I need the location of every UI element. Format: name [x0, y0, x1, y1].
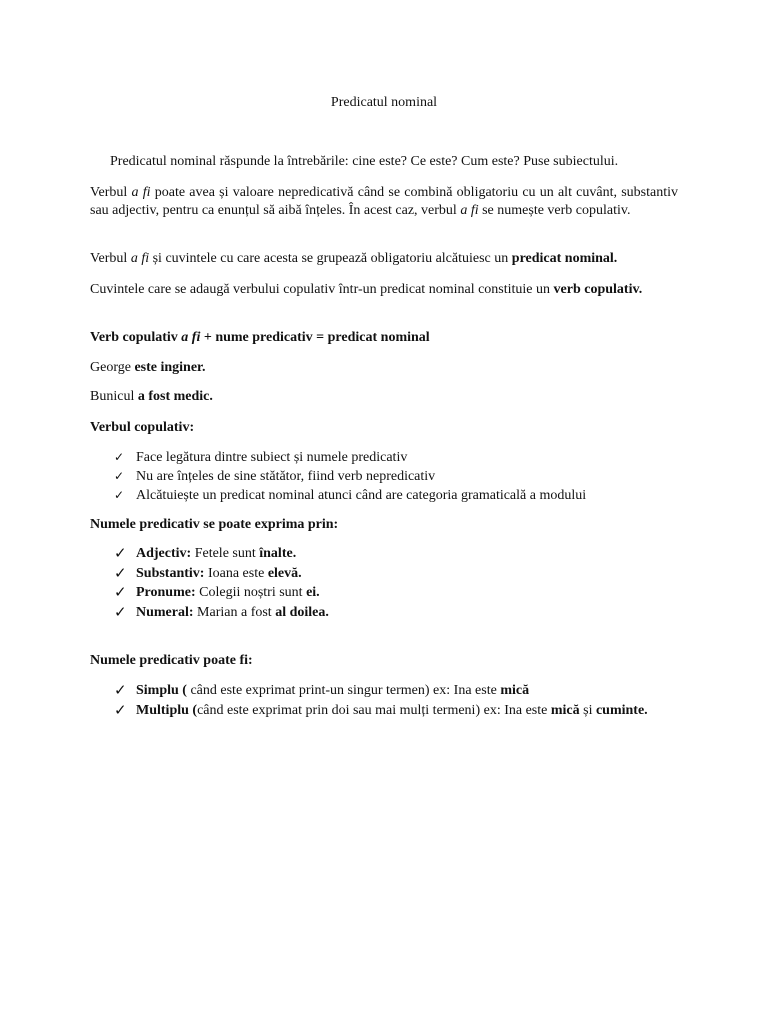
list-item-text: Alcătuiește un predicat nominal atunci când are categoria gramaticală a modului: [136, 488, 587, 503]
page-title: Predicatul nominal: [330, 95, 438, 110]
list-item: [90, 701, 678, 721]
bold-term: verb copulativ.: [553, 282, 643, 297]
checkmark-icon: ✓: [114, 681, 127, 699]
list-item-bold: mică: [550, 702, 580, 718]
list-item-text: Colegii noștri sunt: [195, 585, 307, 600]
list-item-text: Fetele sunt: [191, 546, 260, 561]
term-a-fi: a fi: [181, 330, 201, 345]
example-george: [90, 359, 678, 377]
checklist-exprimare: [90, 544, 678, 622]
term-a-fi: a fi: [130, 251, 150, 266]
example-subject: George: [90, 360, 135, 375]
example-predicate: a fost medic.: [137, 389, 213, 404]
checkmark-icon: ✓: [114, 583, 127, 601]
example-bunicul: [90, 388, 678, 406]
checkmark-icon: ✓: [114, 563, 127, 582]
section-heading-tipuri: Numele predicativ poate fi:: [90, 653, 253, 668]
bold-term: predicat nominal.: [511, 251, 618, 266]
paragraph-predicate-definition: [90, 250, 678, 268]
list-item: [90, 681, 678, 701]
term-a-fi: a fi: [460, 203, 479, 218]
text-run: și cuvintele cu care acesta se grupează obligatoriu alcătuiesc un: [149, 251, 512, 266]
formula-line: [90, 329, 678, 347]
example-predicate: este inginer.: [134, 360, 206, 375]
section-heading-verb-copulativ: Verbul copulativ:: [90, 420, 195, 435]
checklist-tipuri: [90, 681, 678, 720]
text-run: + nume predicativ = predicat nominal: [200, 330, 430, 345]
list-item: [90, 544, 678, 564]
list-item: [90, 603, 678, 623]
term-a-fi: a fi: [131, 185, 151, 200]
list-item-label: Pronume:: [136, 585, 196, 600]
list-item-bold: al doilea.: [275, 604, 329, 620]
checklist-verb-copulativ: [90, 448, 678, 505]
intro-paragraph: Predicatul nominal răspunde la întrebările: cine este? Ce este? Cum este? Puse subiectului.: [110, 154, 619, 169]
list-item: [90, 448, 678, 467]
list-item-label: Multiplu (: [136, 702, 198, 718]
checkmark-icon: ✓: [114, 700, 127, 719]
paragraph-copulative: [90, 281, 678, 299]
list-item-bold: mică: [500, 683, 530, 698]
list-item-label: Substantiv:: [136, 565, 205, 581]
list-item-text: când este exprimat prin doi sau mai mulți termeni) ex: Ina este: [197, 702, 551, 718]
text-run: poate avea și valoare nepredicativă când se combină obligatoriu cu un alt cuvânt, substantiv sau adjectiv, pentru ca enunțul să aibă înțeles. În acest caz, verbul: [90, 185, 678, 218]
list-item-bold: ei.: [306, 585, 320, 600]
checkmark-icon: ✓: [114, 602, 127, 621]
text-run: se numește verb copulativ.: [478, 203, 631, 218]
text-run: Verbul: [90, 251, 131, 266]
list-item: [90, 583, 678, 603]
list-item-bold: elevă.: [267, 565, 302, 581]
list-item-label: Numeral:: [136, 604, 194, 620]
list-item-bold: cuminte.: [595, 702, 648, 718]
list-item: [90, 564, 678, 584]
checkmark-icon: ✓: [114, 469, 125, 483]
section-heading-exprimare: Numele predicativ se poate exprima prin:: [90, 517, 339, 532]
list-item-text: Face legătura dintre subiect și numele predicativ: [136, 450, 408, 465]
checkmark-icon: ✓: [114, 544, 127, 562]
list-item-text: Marian a fost: [193, 604, 276, 620]
list-item-label: Simplu (: [136, 683, 187, 698]
list-item: [90, 486, 678, 505]
example-subject: Bunicul: [90, 389, 138, 404]
text-run: Verb copulativ: [90, 330, 182, 345]
list-item-text: când este exprimat print-un singur termen) ex: Ina este: [186, 683, 501, 698]
list-item-text: Ioana este: [204, 565, 268, 581]
checkmark-icon: ✓: [114, 450, 125, 464]
list-item: [90, 467, 678, 486]
paragraph-verb-a-fi: [90, 184, 678, 220]
list-item-text: Nu are înțeles de sine stătător, fiind verb nepredicativ: [136, 469, 436, 484]
checkmark-icon: ✓: [114, 488, 125, 502]
list-item-text: și: [579, 702, 596, 718]
text-run: Cuvintele care se adaugă verbului copulativ într-un predicat nominal constituie un: [90, 282, 554, 297]
list-item-bold: înalte.: [259, 546, 297, 561]
text-run: Verbul: [90, 185, 132, 200]
list-item-label: Adjectiv:: [136, 546, 192, 561]
